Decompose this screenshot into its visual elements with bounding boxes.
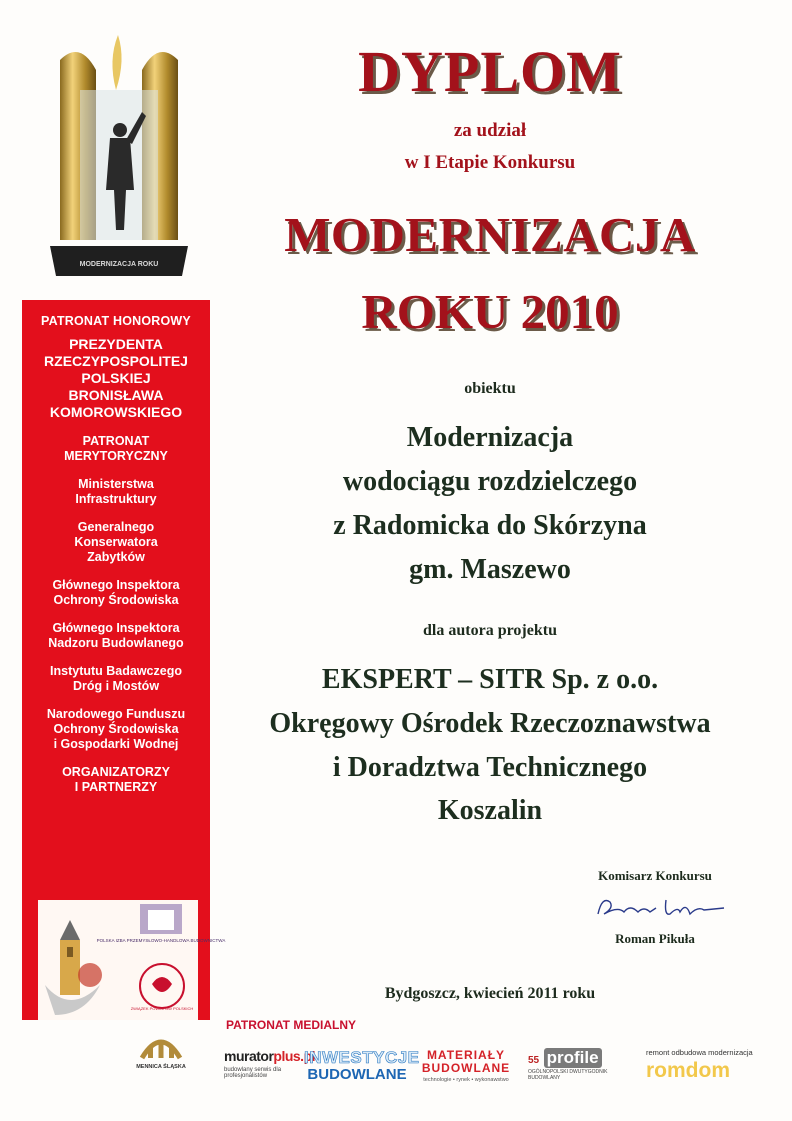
patron-line: Infrastruktury: [75, 492, 157, 506]
romdom-logo: [646, 1048, 762, 1096]
patron-line: Dróg i Mostów: [72, 679, 160, 693]
honorary-heading: PATRONAT HONOROWY: [41, 314, 191, 328]
profile-number: 55: [528, 1055, 540, 1066]
trophy-image: [50, 30, 188, 280]
media-patronage-heading: PATRONAT MEDIALNY: [226, 1018, 356, 1032]
trophy-base-label: MODERNIZACJA ROKU: [79, 261, 159, 268]
patron-line: Konserwatora: [74, 535, 158, 549]
author-line: EKSPERT – SITR Sp. z o.o.: [321, 664, 659, 695]
murator-tagline: budowlany serwis dla profesjonalistów: [224, 1067, 282, 1079]
heading-line: MERYTORYCZNY: [64, 449, 168, 463]
president-line: PREZYDENTA: [69, 336, 163, 352]
author-label: dla autora projektu: [423, 622, 557, 639]
patron-line: Głównego Inspektora: [52, 578, 180, 592]
commissioner-title: Komisarz Konkursu: [598, 868, 712, 883]
president-line: POLSKIEJ: [81, 370, 151, 386]
patron-roads: [22, 664, 210, 694]
mennica-logo-text: MENNICA ŚLĄSKA: [136, 1064, 186, 1070]
profile-tagline: OGÓLNOPOLSKI DWUTYGODNIK BUDOWLANY: [528, 1069, 608, 1081]
patron-environment: [22, 578, 210, 608]
contest-name-line-2: ROKU 2010: [361, 284, 619, 339]
commissioner-name: Roman Pikuła: [615, 931, 695, 946]
patron-construction: [22, 621, 210, 651]
tower-logo-icon: [40, 915, 110, 1020]
heading-line: I PARTNERZY: [74, 780, 158, 794]
patron-line: Ministerstwa: [78, 477, 154, 491]
contest-name-line-1: MODERNIZACJA: [284, 207, 696, 262]
zpp-logo-icon: [130, 960, 194, 1012]
patron-line: Instytutu Badawczego: [50, 664, 182, 678]
heading-line: ORGANIZATORZY: [62, 765, 170, 779]
materialy-line-2: BUDOWLANE: [421, 1061, 511, 1075]
murator-name-a: murator: [224, 1048, 274, 1064]
murator-name: [224, 1048, 316, 1064]
materialy-line-1: MATERIAŁY: [426, 1048, 506, 1062]
patron-line: Ochrony Środowiska: [53, 722, 179, 736]
patron-monuments: [22, 520, 210, 565]
zpp-logo-text: ZWIĄZEK POWIATÓW POLSKICH: [130, 1006, 194, 1011]
materialy-tagline: technologie • rynek • wykonawstwo: [423, 1077, 509, 1083]
romdom-tagline: remont odbudowa modernizacja: [646, 1048, 753, 1057]
patron-line: i Gospodarki Wodnej: [53, 737, 179, 751]
murator-name-b: plus.pl: [273, 1048, 316, 1064]
patron-line: Generalnego: [77, 520, 155, 534]
author-line: i Doradztwa Technicznego: [332, 752, 648, 783]
organizers-heading: [22, 765, 210, 795]
author-line: Koszalin: [437, 795, 543, 826]
president-line: RZECZYPOSPOLITEJ: [44, 353, 188, 369]
patron-line: Głównego Inspektora: [52, 621, 180, 635]
patron-line: Nadzoru Budowlanego: [48, 636, 184, 650]
profile-name: profile: [544, 1048, 602, 1068]
president-line: KOMOROWSKIEGO: [49, 404, 183, 420]
profile-logo: [528, 1048, 632, 1096]
inwestycje-line-2: BUDOWLANE: [307, 1066, 407, 1083]
patron-line: Narodowego Funduszu: [46, 707, 186, 721]
substantive-heading: [22, 434, 210, 464]
commissioner-signature: [594, 892, 734, 928]
object-line: gm. Maszewo: [409, 554, 571, 585]
murator-logo: [224, 1048, 316, 1096]
diploma-title: DYPLOM: [358, 39, 622, 104]
subtitle-line-1: za udział: [453, 120, 527, 141]
place-and-date: Bydgoszcz, kwiecień 2011 roku: [384, 985, 596, 1002]
object-line: Modernizacja: [406, 422, 574, 453]
author-line: Okręgowy Ośrodek Rzeczoznawstwa: [269, 708, 711, 739]
president-line: BRONISŁAWA: [68, 387, 164, 403]
president-block: [22, 336, 210, 421]
inwestycje-line-1: INWESTYCJE: [304, 1048, 420, 1067]
patron-ministry: [22, 477, 210, 507]
patron-fund: [22, 707, 210, 752]
subtitle-line-2: w I Etapie Konkursu: [404, 152, 576, 173]
piu-logo-text: POLSKA IZBA PRZEMYSŁOWO-HANDLOWA BUDOWNICTWA: [96, 938, 226, 943]
patron-line: Ochrony Środowiska: [53, 593, 179, 607]
object-line: z Radomicka do Skórzyna: [333, 510, 647, 541]
heading-line: PATRONAT: [82, 434, 150, 448]
object-label: obiektu: [464, 380, 516, 397]
object-line: wodociągu rozdzielczego: [342, 466, 638, 497]
materialy-logo: [414, 1048, 518, 1096]
piu-logo-icon: [96, 902, 226, 954]
mennica-logo-icon: [134, 1022, 188, 1072]
patron-line: Zabytków: [87, 550, 145, 564]
inwestycje-logo: [304, 1048, 420, 1096]
romdom-name: romdom: [646, 1059, 730, 1082]
